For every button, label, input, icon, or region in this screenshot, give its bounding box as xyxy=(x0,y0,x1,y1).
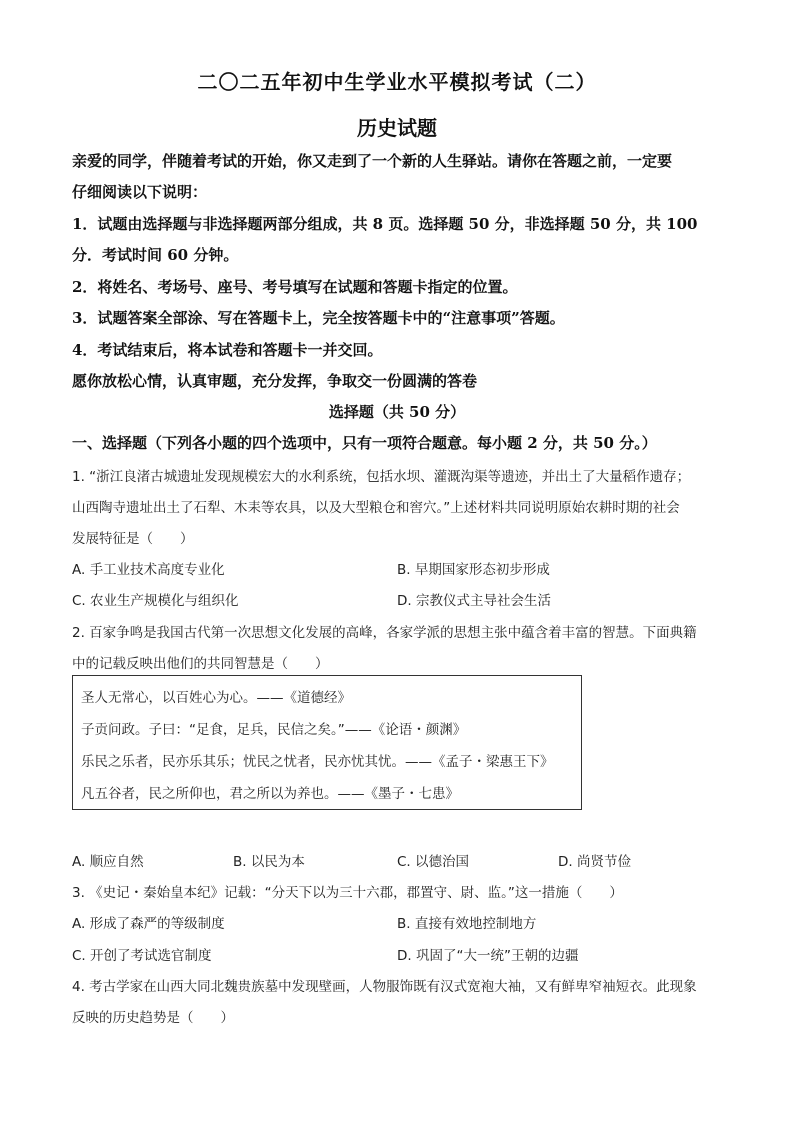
instruction-item-1: 1．试题由选择题与非选择题两部分组成，共 8 页。选择题 50 分，非选择题 50 分，共 100 xyxy=(72,215,698,233)
question-2-option-b: B. 以民为本 xyxy=(233,854,305,870)
intro-line-1: 亲爱的同学，伴随着考试的开始，你又走到了一个新的人生驿站。请你在答题之前，一定要 xyxy=(72,152,673,170)
question-2-line-2: 中的记载反映出他们的共同智慧是（ ） xyxy=(72,656,329,672)
quote-line: 圣人无常心，以百姓心为心。——《道德经》 xyxy=(81,690,351,706)
question-3-option-d: D. 巩固了“大一统”王朝的边疆 xyxy=(397,948,579,964)
question-3-option-c: C. 开创了考试选官制度 xyxy=(72,948,212,964)
instruction-item-3: 3．试题答案全部涂、写在答题卡上，完全按答题卡中的“注意事项”答题。 xyxy=(72,309,565,327)
question-1-option-d: D. 宗教仪式主导社会生活 xyxy=(397,593,551,609)
question-3-option-a: A. 形成了森严的等级制度 xyxy=(72,916,225,932)
question-4-line-2: 反映的历史趋势是（ ） xyxy=(72,1010,234,1026)
question-4-line-1: 4. 考古学家在山西大同北魏贵族墓中发现壁画，人物服饰既有汉式宽袍大袖，又有鲜卑窄袖短衣。此现象 xyxy=(72,979,697,995)
question-1-line-1: 1. “浙江良渚古城遗址发现规模宏大的水利系统，包括水坝、灌溉沟渠等遗迹，并出土了大量稻作遗存； xyxy=(72,469,691,485)
question-2-option-c: C. 以德治国 xyxy=(397,854,470,870)
intro-line-2: 仔细阅读以下说明： xyxy=(72,183,208,201)
quote-line: 凡五谷者，民之所仰也，君之所以为养也。——《墨子・七患》 xyxy=(81,786,459,802)
quote-box xyxy=(72,675,582,810)
section-instruction: 一、选择题（下列各小题的四个选项中，只有一项符合题意。每小题 2 分，共 50 分。） xyxy=(72,434,657,452)
question-2-line-1: 2. 百家争鸣是我国古代第一次思想文化发展的高峰，各家学派的思想主张中蕴含着丰富的智慧。下面典籍 xyxy=(72,625,697,641)
instruction-item-1-cont: 分．考试时间 60 分钟。 xyxy=(72,246,239,264)
question-2-option-d: D. 尚贤节俭 xyxy=(558,854,631,870)
section-heading: 选择题（共 50 分） xyxy=(328,403,466,421)
quote-line: 乐民之乐者，民亦乐其乐；忧民之忧者，民亦忧其忧。——《孟子・梁惠王下》 xyxy=(81,754,554,770)
wish-line: 愿你放松心情，认真审题，充分发挥，争取交一份圆满的答卷 xyxy=(72,372,478,390)
quote-line: 子贡问政。子曰：“足食，足兵，民信之矣。”——《论语・颜渊》 xyxy=(81,722,467,738)
question-3-line-1: 3. 《史记・秦始皇本纪》记载：“分天下以为三十六郡，郡置守、尉、监。”这一措施（ ） xyxy=(72,885,623,901)
question-1-line-2: 山西陶寺遗址出土了石犁、木耒等农具，以及大型粮仓和窖穴。”上述材料共同说明原始农耕时期的社会 xyxy=(72,500,680,516)
instruction-item-2: 2．将姓名、考场号、座号、考号填写在试题和答题卡指定的位置。 xyxy=(72,278,518,296)
question-1-option-a: A. 手工业技术高度专业化 xyxy=(72,562,225,578)
question-3-option-b: B. 直接有效地控制地方 xyxy=(397,916,537,932)
question-1-option-c: C. 农业生产规模化与组织化 xyxy=(72,593,239,609)
question-1-line-3: 发展特征是（ ） xyxy=(72,531,194,547)
exam-title: 二〇二五年初中生学业水平模拟考试（二） xyxy=(197,70,597,94)
subject-title: 历史试题 xyxy=(357,116,437,140)
question-1-option-b: B. 早期国家形态初步形成 xyxy=(397,562,550,578)
question-2-option-a: A. 顺应自然 xyxy=(72,854,144,870)
instruction-item-4: 4．考试结束后，将本试卷和答题卡一并交回。 xyxy=(72,341,383,359)
